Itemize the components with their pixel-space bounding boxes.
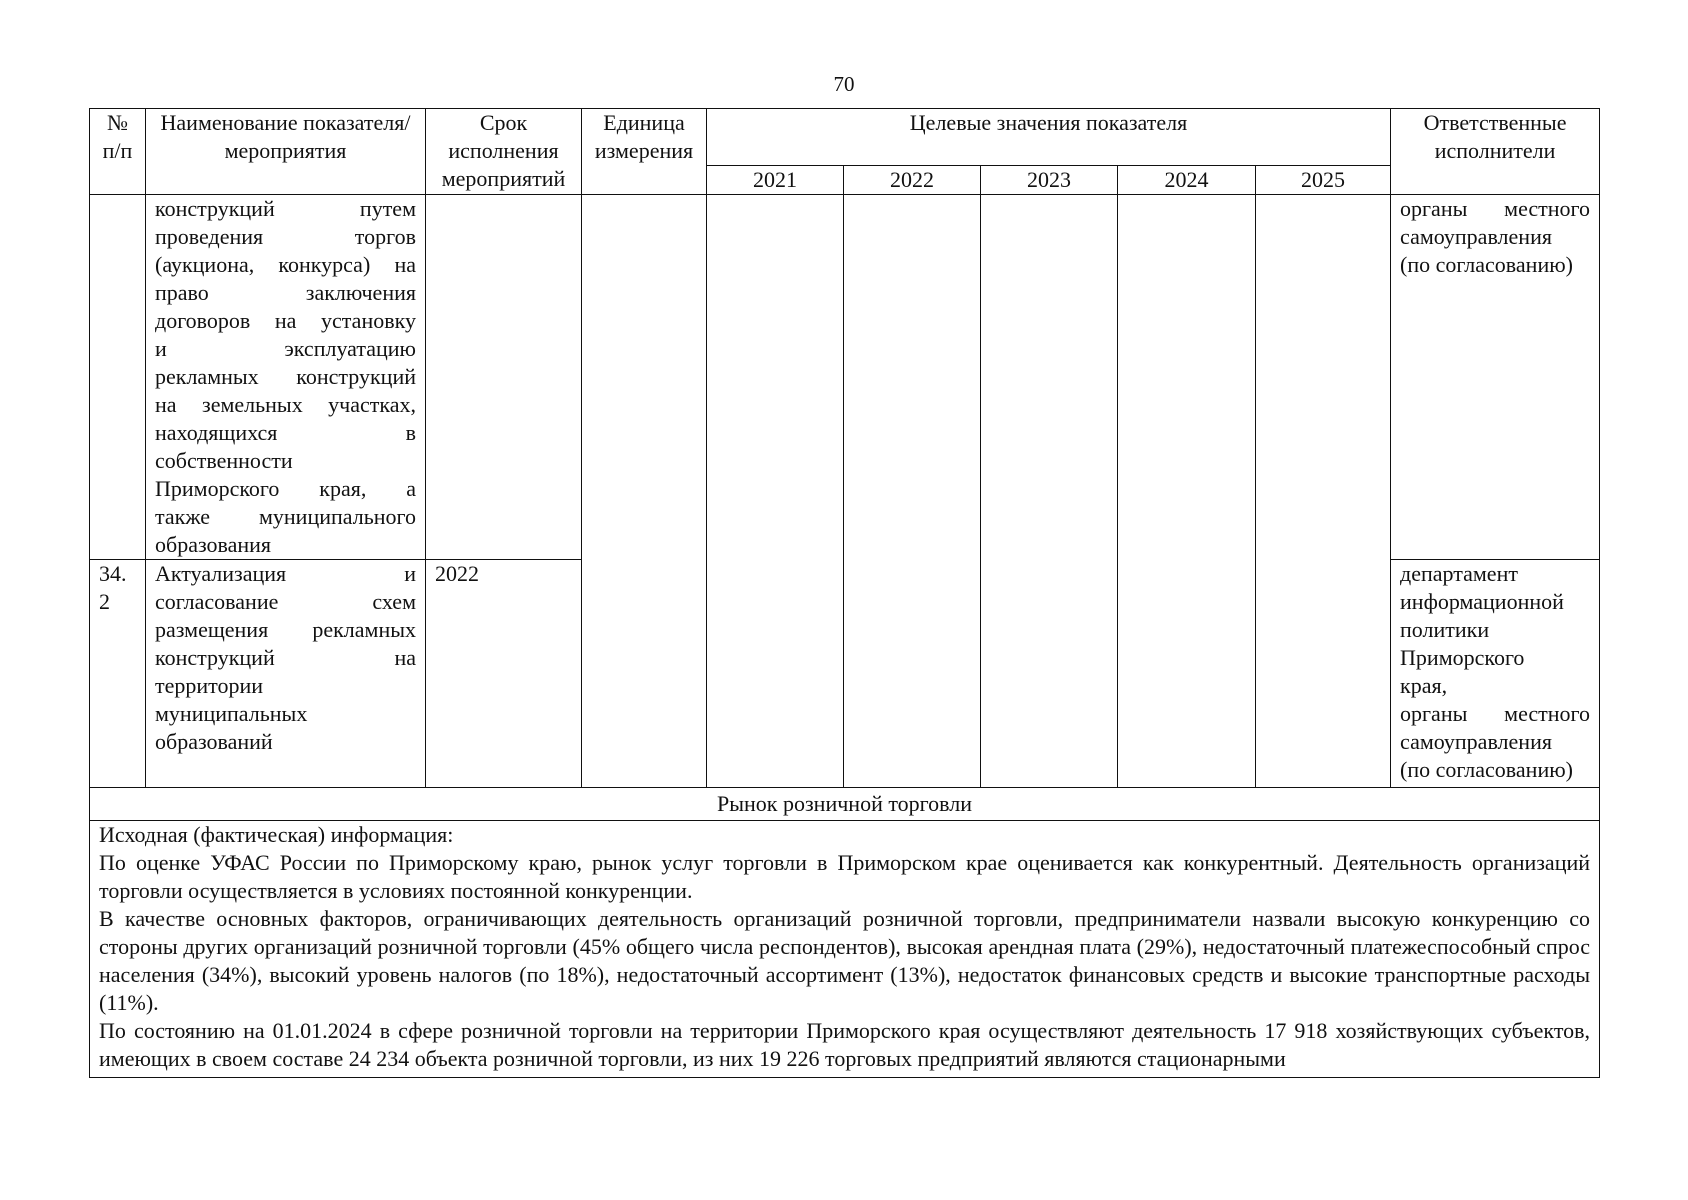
name-line: размещения рекламных [155,617,416,642]
name-line: конструкций на [155,645,416,670]
header-targets: Целевые значения показателя [707,109,1391,166]
header-responsible: Ответственные исполнители [1391,109,1600,195]
name-line: Приморского края, а [155,476,416,501]
section-title: Рынок розничной торговли [90,788,1600,821]
row-target-2022 [844,195,981,788]
section-row [90,788,1600,821]
header-year: 2025 [1256,166,1391,195]
table-row [90,195,1600,560]
name-line: (аукциона, конкурса) на [155,252,416,277]
responsible-line: края, [1400,673,1448,698]
row-name [146,195,426,560]
measures-table [89,108,1600,1078]
name-line: территории [155,673,264,698]
name-line: образования [155,532,272,557]
responsible-line: (по согласованию) [1400,252,1573,277]
responsible-line: политики [1400,617,1490,642]
header-name: Наименование показателя/мероприятия [146,109,426,195]
responsible-line: самоуправления [1400,729,1552,754]
header-year: 2024 [1118,166,1256,195]
row-target-2025 [1256,195,1391,788]
row-name [146,560,426,788]
row-target-2023 [981,195,1118,788]
responsible-line: информационной [1400,589,1564,614]
row-term [426,195,582,560]
info-paragraph: В качестве основных факторов, ограничивающих деятельность организаций розничной торговли, предприниматели назвали высокую конкуренцию со стороны других организаций розничной торговли (45% общего числа респондентов), высокая арендная плата (29%), недостаточный платежеспособный спрос населения (34%), высокий уровень налогов (по 18%), недостаточный ассортимент (13%), недостаток финансовых средств и высокие транспортные расходы (11%). [99,906,1591,1015]
row-responsible [1391,195,1600,560]
info-paragraph: По оценке УФАС России по Приморскому краю, рынок услуг торговли в Приморском крае оценивается как конкурентный. Деятельность организаций торговли осуществляется в условиях постоянной конкуренции. [99,850,1591,903]
responsible-line: департамент [1400,561,1518,586]
row-unit [582,195,707,788]
name-line: согласование схем [155,589,416,614]
name-line: образований [155,729,273,754]
responsible-line: органы местного [1400,196,1591,221]
header-term: Срок исполнения мероприятий [426,109,582,195]
responsible-line: самоуправления [1400,224,1552,249]
header-number: № п/п [90,109,146,195]
section-info-row [90,821,1600,1078]
name-line: муниципальных [155,701,308,726]
name-line: договоров на установку [155,308,416,333]
name-line: также муниципального [155,504,416,529]
name-line: Актуализация и [155,561,416,586]
row-target-2021 [707,195,844,788]
header-unit: Единица измерения [582,109,707,195]
name-line: проведения торгов [155,224,416,249]
row-responsible [1391,560,1600,788]
name-line: право заключения [155,280,416,305]
name-line: и эксплуатацию [155,336,416,361]
name-line: рекламных конструкций [155,364,416,389]
responsible-line: (по согласованию) [1400,757,1573,782]
header-year: 2023 [981,166,1118,195]
info-paragraph: Исходная (фактическая) информация: [99,822,454,847]
section-info [90,821,1600,1078]
page-number: 70 [833,72,855,96]
name-line: собственности [155,448,293,473]
name-line: находящихся в [155,420,416,445]
row-number: 34. 2 [90,560,146,788]
name-line: конструкций путем [155,196,416,221]
name-line: на земельных участках, [155,392,416,417]
responsible-line: органы местного [1400,701,1591,726]
row-number [90,195,146,560]
header-year: 2022 [844,166,981,195]
responsible-line: Приморского [1400,645,1525,670]
row-term: 2022 [426,560,582,788]
info-paragraph: По состоянию на 01.01.2024 в сфере розничной торговли на территории Приморского края осуществляют деятельность 17 918 хозяйствующих субъектов, имеющих в своем составе 24 234 объекта розничной торговли, из них 19 226 торговых предприятий являются стационарными [99,1018,1591,1071]
row-target-2024 [1118,195,1256,788]
header-year: 2021 [707,166,844,195]
